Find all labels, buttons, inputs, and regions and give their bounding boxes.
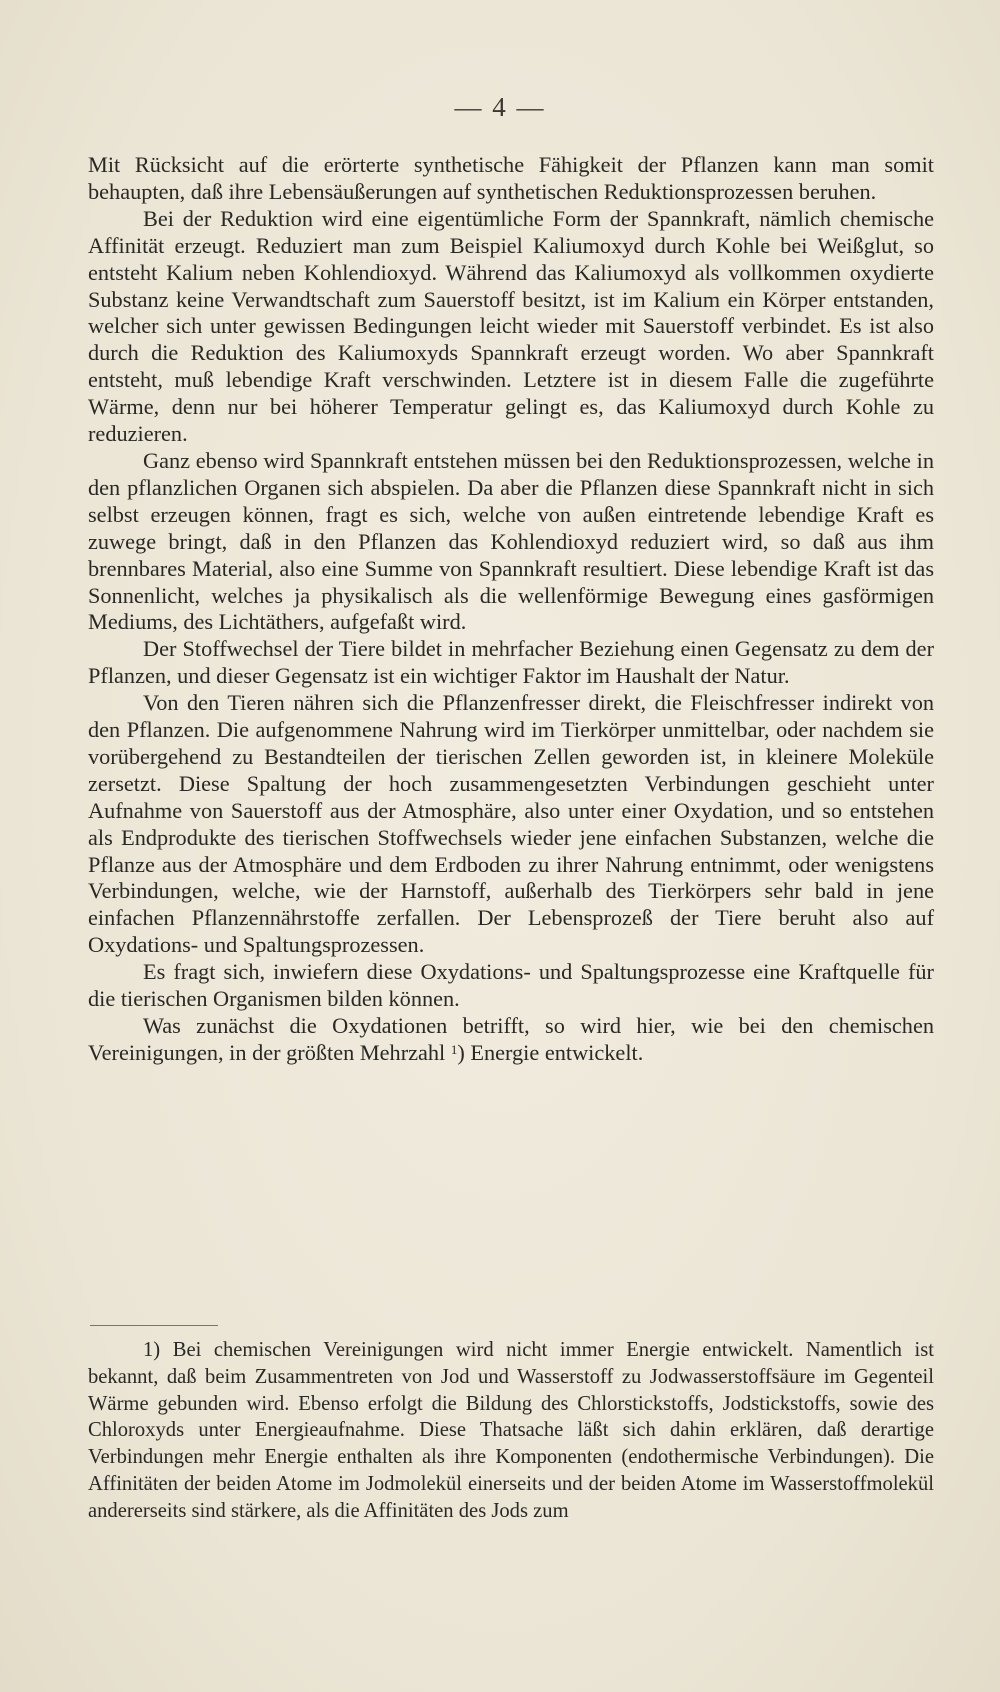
- paragraph-1: Mit Rücksicht auf die erörterte synthetische Fähigkeit der Pflanzen kann man somit behaupten, daß ihre Lebensäußerungen auf synthetischen Reduktionsprozessen beruhen.: [88, 152, 934, 204]
- paragraph-4: Der Stoffwechsel der Tiere bildet in mehrfacher Beziehung einen Gegensatz zu dem der Pflanzen, und dieser Gegensatz ist ein wichtiger Faktor im Haushalt der Natur.: [88, 636, 934, 689]
- body-text: [88, 152, 934, 1067]
- page-number: — 4 —: [454, 92, 546, 122]
- footnote-text: 1) Bei chemischen Vereinigungen wird nicht immer Energie entwickelt. Namentlich ist bekannt, daß beim Zusammentreten von Jod und Wasserstoff zu Jodwasserstoffsäure im Gegenteil Wärme gebunden wird. Ebenso erfolgt die Bildung des Chlorstickstoffs, Jodstickstoffs, sowie des Chloroxyds unter Energieaufnahme. Diese Thatsache läßt sich dahin erklären, daß derartige Verbindungen mehr Energie enthalten als ihre Komponenten (endothermische Verbindungen). Die Affinitäten der beiden Atome im Jodmolekül einerseits und der beiden Atome im Wasserstoffmolekül andererseits sind stärkere, als die Affinitäten des Jods zum: [88, 1339, 934, 1522]
- paragraph-2: Bei der Reduktion wird eine eigentümliche Form der Spannkraft, nämlich chemische Affinität erzeugt. Reduziert man zum Beispiel Kaliumoxyd durch Kohle bei Weißglut, so entsteht Kalium neben Kohlendioxyd. Während das Kaliumoxyd als vollkommen oxydierte Substanz keine Verwandtschaft zum Sauerstoff besitzt, ist im Kalium ein Körper entstanden, welcher sich unter gewissen Bedingungen leicht wieder mit Sauerstoff verbindet. Es ist also durch die Reduktion des Kaliumoxyds Spannkraft erzeugt worden. Wo aber Spannkraft entsteht, muß lebendige Kraft verschwinden. Letztere ist in diesem Falle die zugeführte Wärme, denn nur bei höherer Temperatur gelingt es, das Kaliumoxyd durch Kohle zu reduzieren.: [88, 205, 934, 447]
- paragraph-3: Ganz ebenso wird Spannkraft entstehen müssen bei den Reduktionsprozessen, welche in den pflanzlichen Organen sich abspielen. Da aber die Pflanzen diese Spannkraft nicht in sich selbst erzeugen können, fragt es sich, welche von außen eintretende lebendige Kraft es zuwege bringt, daß in den Pflanzen das Kohlendioxyd reduziert wird, so daß aus ihm brennbares Material, also eine Summe von Spannkraft resultiert. Diese lebendige Kraft ist das Sonnenlicht, welches ja physikalisch als die wellenförmige Bewegung eines gasförmigen Mediums, des Lichtäthers, aufgefaßt wird.: [88, 447, 934, 635]
- paragraph-6: Es fragt sich, inwiefern diese Oxydations- und Spaltungsprozesse eine Kraftquelle für die tierischen Organismen bilden können.: [88, 959, 934, 1012]
- footnote-block: [88, 1337, 934, 1525]
- footnote-divider: [90, 1325, 218, 1326]
- paragraph-5: Von den Tieren nähren sich die Pflanzenfresser direkt, die Fleischfresser indirekt von den Pflanzen. Die aufgenommene Nahrung wird im Tierkörper unmittelbar, oder nachdem sie vorübergehend zu Bestandteilen der tierischen Zellen geworden ist, in kleinere Moleküle zersetzt. Diese Spaltung der hoch zusammengesetzten Verbindungen geschieht unter Aufnahme von Sauerstoff aus der Atmosphäre, also unter einer Oxydation, und so entstehen als Endprodukte des tierischen Stoffwechsels wieder jene einfachen Substanzen, welche die Pflanze aus der Atmosphäre und dem Erdboden zu ihrer Nahrung entnimmt, oder wenigstens Verbindungen, welche, wie der Harnstoff, außerhalb des Tierkörpers sehr bald in jene einfachen Pflanzennährstoffe zerfallen. Der Lebensprozeß der Tiere beruht also auf Oxydations- und Spaltungsprozessen.: [88, 690, 934, 958]
- paragraph-7: [88, 1013, 934, 1067]
- paragraph-7-text: Was zunächst die Oxydationen betrifft, so wird hier, wie bei den chemischen Vereinigungen, in der größten Mehrzahl: [88, 1013, 934, 1065]
- paragraph-7-end: ) Energie entwickelt.: [457, 1039, 644, 1065]
- footnote-reference: 1: [450, 1041, 458, 1057]
